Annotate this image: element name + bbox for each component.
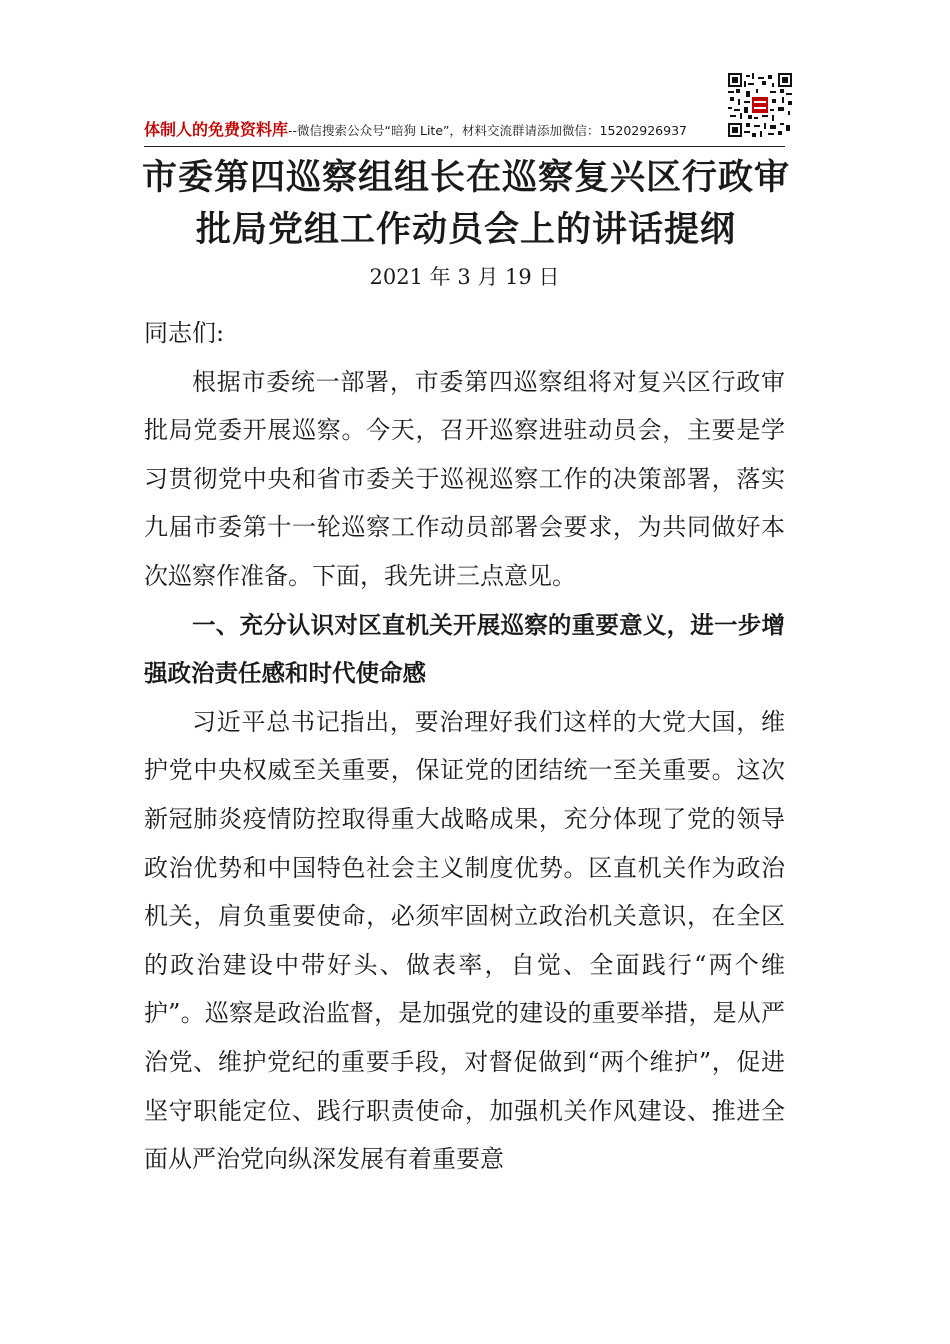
title-line-1: 市委第四巡察组组长在巡察复兴区行政审 xyxy=(141,157,790,198)
page-header xyxy=(144,118,784,143)
paragraph-section-1: 习近平总书记指出，要治理好我们这样的大党大国，维护党中央权威至关重要，保证党的团结统一至关重要。这次新冠肺炎疫情防控取得重大战略成果，充分体现了党的领导政治优势和中国特色社会主义制度优势。区直机关作为政治机关，肩负重要使命，必须牢固树立政治机关意识，在全区的政治建设中带好头、做表率，自觉、全面践行“两个维护”。巡察是政治监督，是加强党的建设的重要举措，是从严治党、维护党纪的重要手段，对督促做到“两个维护”，促进坚守职能定位、践行职责使命，加强机关作风建设、推进全面从严治党向纵深发展有着重要意 xyxy=(144,707,785,1174)
document-date: 2021 年 3 月 19 日 xyxy=(369,265,560,289)
salutation: 同志们: xyxy=(144,319,225,347)
header-rule xyxy=(144,146,785,147)
qr-code-icon xyxy=(728,73,792,137)
wechat-note: --微信搜索公众号“暗狗 Lite”，材料交流群请添加微信：15202926937 xyxy=(288,123,687,138)
paragraph-intro: 根据市委统一部署，市委第四巡察组将对复兴区行政审批局党委开展巡察。今天，召开巡察进驻动员会，主要是学习贯彻党中央和省市委关于巡视巡察工作的决策部署，落实九届市委第十一轮巡察工作动员部署会要求，为共同做好本次巡察作准备。下面，我先讲三点意见。 xyxy=(144,367,785,590)
section-heading-1: 一、充分认识对区直机关开展巡察的重要意义，进一步增强政治责任感和时代使命感 xyxy=(144,610,785,688)
library-name: 体制人的免费资料库 xyxy=(144,120,289,139)
title-line-2: 批局党组工作动员会上的讲话提纲 xyxy=(195,209,736,250)
document-title xyxy=(140,152,792,256)
document-body xyxy=(144,309,785,1184)
